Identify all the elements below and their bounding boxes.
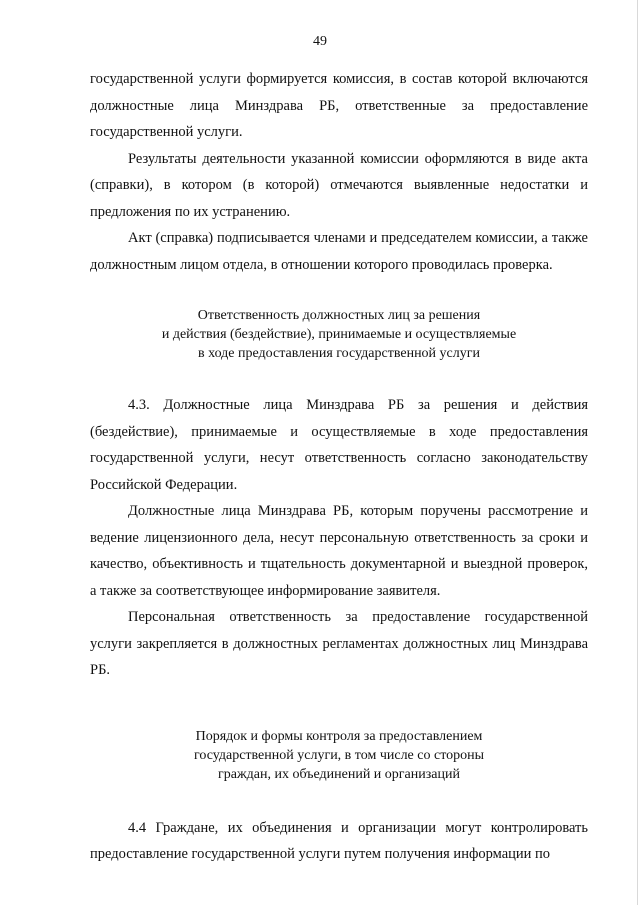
page-number: 49 — [313, 34, 327, 49]
section-heading-responsibility — [90, 306, 588, 363]
paragraph-4-3: 4.3. Должностные лица Минздрава РБ за решения и действия (бездействие), принимаемые и осуществляемые в ходе предоставления государственной услуги, несут ответственность согласно законодательству Российской Федерации. — [90, 397, 588, 493]
heading-line: Порядок и формы контроля за предоставлением — [195, 728, 483, 744]
document-body — [90, 66, 588, 868]
page-edge — [637, 0, 638, 905]
paragraph-personal-responsibility: Персональная ответственность за предоставление государственной услуги закрепляется в должностных регламентах должностных лиц Минздрава РБ. — [90, 609, 588, 678]
paragraph-license-responsibility: Должностные лица Минздрава РБ, которым поручены рассмотрение и ведение лицензионного дела, несут персональную ответственность за сроки и качество, объективность и тщательность документарной и выездной проверок, а также за соответствующее информирование заявителя. — [90, 503, 588, 599]
paragraph-4-4: 4.4 Граждане, их объединения и организации могут контролировать предоставление государственной услуги путем получения информации по — [90, 819, 588, 862]
section-heading-control — [90, 727, 588, 784]
heading-line: государственной услуги, в том числе со стороны — [193, 747, 485, 763]
heading-line: граждан, их объединений и организаций — [218, 766, 460, 782]
heading-line: Ответственность должностных лиц за решения — [197, 308, 481, 323]
paragraph-act-signing: Акт (справка) подписывается членами и председателем комиссии, а также должностным лицом отдела, в отношении которого проводилась проверка. — [90, 230, 588, 273]
paragraph-commission-results: Результаты деятельности указанной комиссии оформляются в виде акта (справки), в котором (в которой) отмечаются выявленные недостатки и предложения по их устранению. — [90, 150, 588, 220]
heading-line: и действия (бездействие), принимаемые и осуществляемые — [161, 327, 517, 342]
heading-line: в ходе предоставления государственной услуги — [198, 346, 480, 361]
paragraph-continuation: государственной услуги формируется комиссия, в состав которой включаются должностные лица Минздрава РБ, ответственные за предоставление государственной услуги. — [90, 71, 588, 140]
